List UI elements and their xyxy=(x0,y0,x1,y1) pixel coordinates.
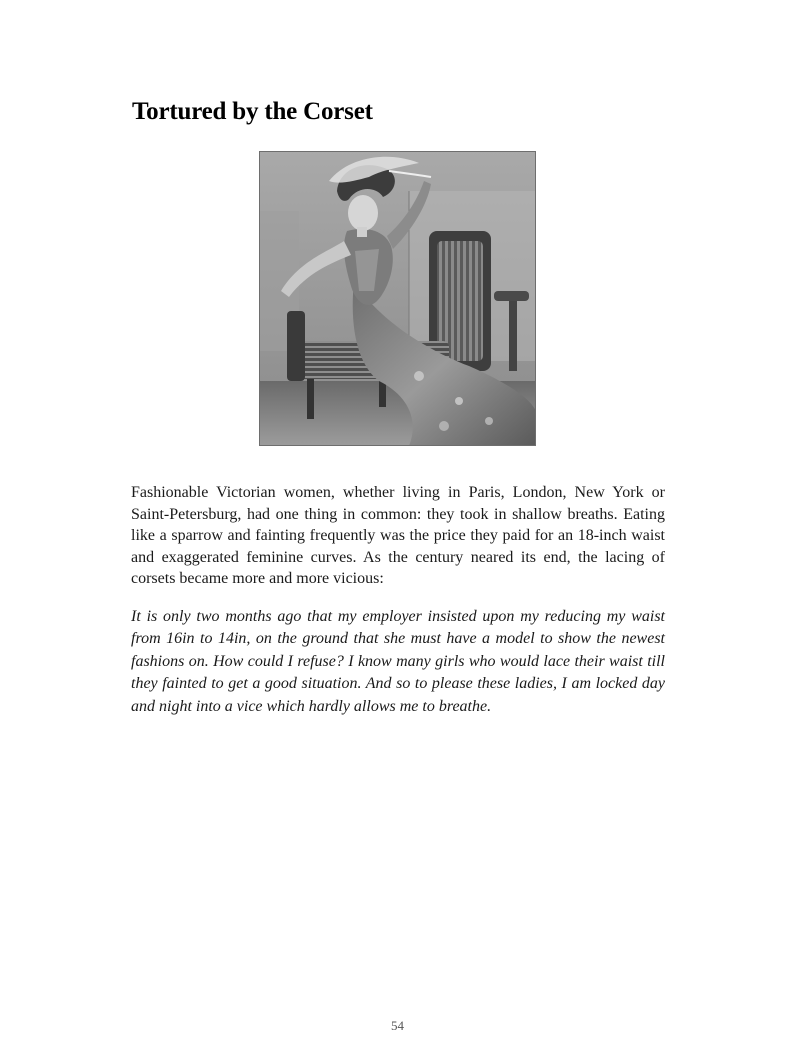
corset-quote-paragraph: It is only two months ago that my employer insisted upon my reducing my waist from 16in to 14in, on the ground that she must have a model to show the newest fashions on. How could I refuse? I know many girls who would lace their waist till they fainted to get a good situation. And so to please these ladies, I am locked day and night into a vice which hardly allows me to breathe. xyxy=(131,608,665,715)
page-number: 54 xyxy=(391,1018,404,1033)
intro-paragraph: Fashionable Victorian women, whether living in Paris, London, New York or Saint-Petersburg, had one thing in common: they took in shallow breaths. Eating like a sparrow and fainting frequently was the price they paid for an 18-inch waist and exaggerated feminine curves. As the century neared its end, the lacing of corsets became more and more vicious: xyxy=(131,484,665,588)
page-title: Tortured by the Corset xyxy=(132,98,373,125)
victorian-woman-photo xyxy=(259,151,536,446)
